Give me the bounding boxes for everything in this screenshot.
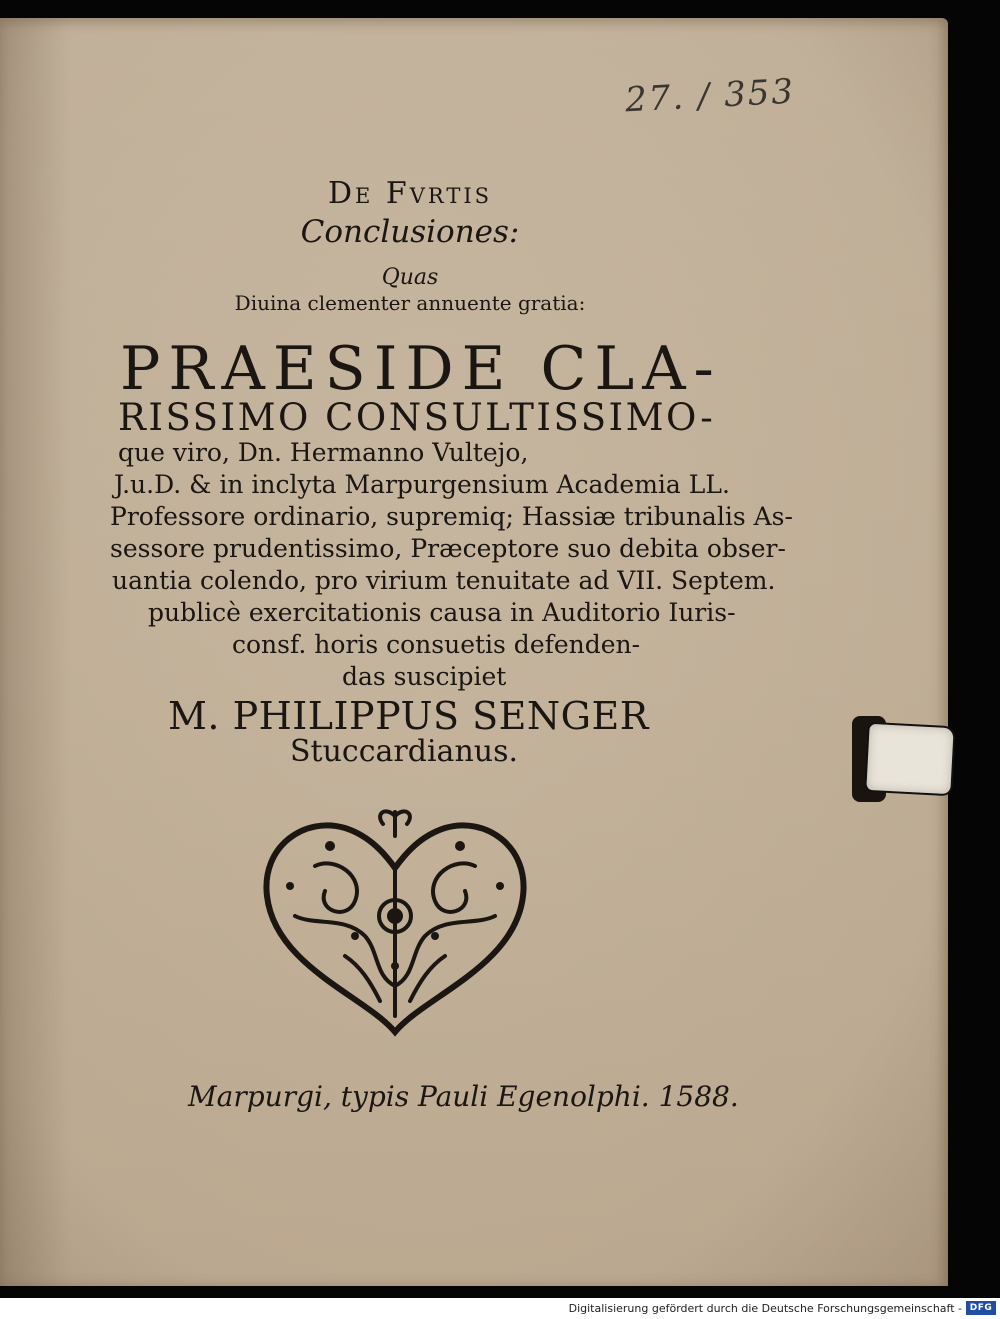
- body-line: das suscipiet: [342, 662, 507, 691]
- author-name: M. PHILIPPUS SENGER: [168, 694, 649, 738]
- praeside-line-2: RISSIMO CONSULTISSIMO-: [118, 396, 716, 439]
- title-line-2: Conclusiones:: [300, 214, 520, 250]
- title-page: [0, 18, 948, 1286]
- title-line-1: De Fvrtis: [327, 176, 493, 211]
- printers-ornament-icon: [255, 806, 535, 1042]
- intro-diuina: Diuina clementer annuente gratia:: [234, 291, 586, 315]
- intro-quas: Quas: [381, 265, 439, 290]
- author-origin: Stuccardianus.: [290, 734, 519, 769]
- paper-tab-marker: [866, 724, 953, 794]
- imprint: Marpurgi, typis Pauli Egenolphi. 1588.: [188, 1080, 739, 1113]
- body-line: consf. horis consuetis defenden-: [232, 630, 641, 659]
- shelfmark-handwritten: 27. / 353: [624, 71, 796, 121]
- body-line: J.u.D. & in inclyta Marpurgensium Academia LL.: [114, 470, 730, 499]
- praeside-headline: PRAESIDE CLA-: [120, 334, 722, 404]
- dfg-logo-icon[interactable]: DFG: [966, 1301, 996, 1315]
- body-line: sessore prudentissimo, Præceptore suo debita obser-: [110, 534, 786, 563]
- body-line: que viro, Dn. Hermanno Vultejo,: [118, 438, 529, 467]
- digitization-footer: [0, 1298, 1000, 1319]
- body-line: publicè exercitationis causa in Auditorio Iuris-: [148, 598, 736, 627]
- body-line: uantia colendo, pro virium tenuitate ad VII. Septem.: [112, 566, 776, 595]
- body-line: Professore ordinario, supremiq; Hassiæ tribunalis As-: [110, 502, 793, 531]
- footer-credit: Digitalisierung gefördert durch die Deutsche Forschungsgemeinschaft -: [568, 1302, 962, 1315]
